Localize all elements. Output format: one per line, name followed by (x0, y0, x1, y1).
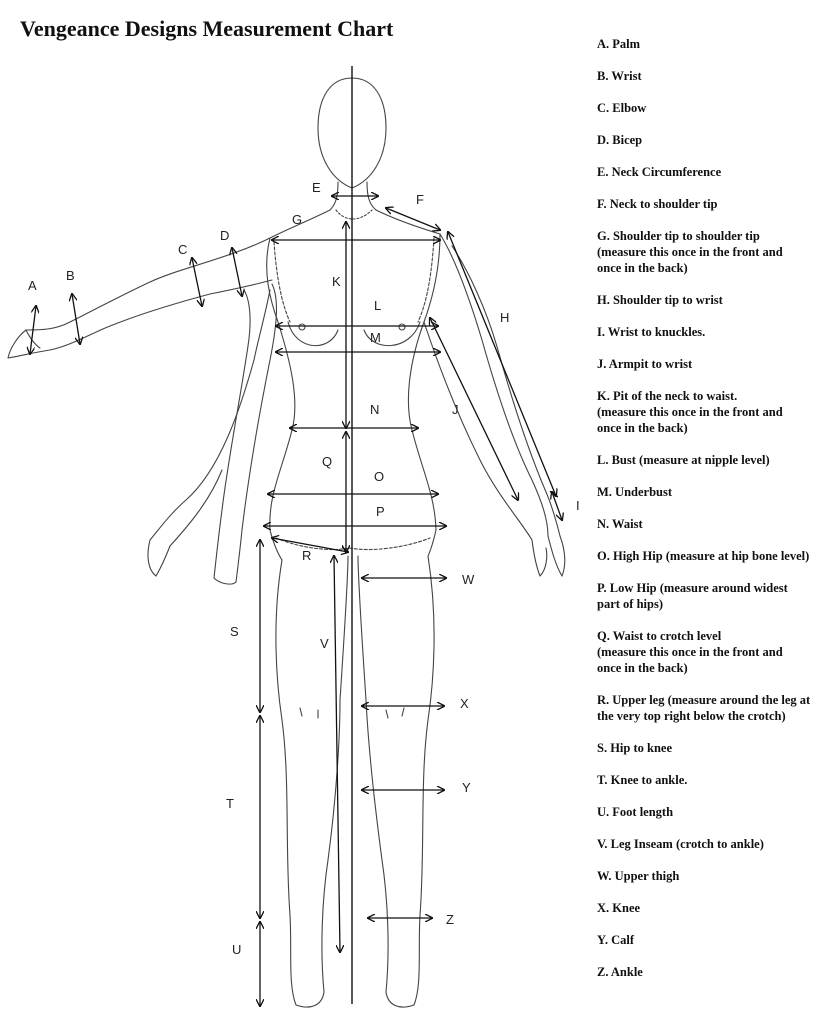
measurement-arrows (30, 196, 562, 1006)
legend-item-e (597, 164, 833, 180)
figure-label-i: I (576, 498, 580, 513)
figure-label-m: M (370, 330, 381, 345)
figure-label-z: Z (446, 912, 454, 927)
legend-line: S. Hip to knee (597, 741, 673, 755)
figure-label-r: R (302, 548, 312, 563)
figure-label-v: V (320, 636, 329, 651)
legend-line: X. Knee (597, 901, 641, 915)
legend-item-i (597, 324, 833, 340)
legend-line: N. Waist (597, 517, 643, 531)
legend-line: Y. Calf (597, 933, 635, 947)
legend-item-p (597, 580, 833, 612)
figure-label-p: P (376, 504, 385, 519)
figure-label-k: K (332, 274, 341, 289)
legend-item-g (597, 228, 833, 276)
legend-item-h (597, 292, 833, 308)
legend-line: part of hips) (597, 597, 663, 611)
figure-label-h: H (500, 310, 510, 325)
legend-item-u (597, 804, 833, 820)
arrow-v (334, 556, 340, 952)
legend-item-s (597, 740, 833, 756)
arrow-f (386, 208, 440, 230)
legend-line: U. Foot length (597, 805, 674, 819)
arrow-b (72, 294, 80, 344)
figure-label-c: C (178, 242, 188, 257)
figure-label-w: W (462, 572, 475, 587)
legend-item-j (597, 356, 833, 372)
legend-line: Q. Waist to crotch level (597, 629, 722, 643)
arrow-i (552, 492, 562, 520)
figure-label-o: O (374, 469, 385, 484)
legend-item-f (597, 196, 833, 212)
legend-line: F. Neck to shoulder tip (597, 197, 718, 211)
legend-line: D. Bicep (597, 133, 643, 147)
legend-item-b (597, 68, 833, 84)
legend-item-w (597, 868, 833, 884)
legend-line: V. Leg Inseam (crotch to ankle) (597, 837, 764, 851)
figure-label-u: U (232, 942, 242, 957)
legend-line: J. Armpit to wrist (597, 357, 693, 371)
arrow-h (448, 232, 556, 496)
legend-line: H. Shoulder tip to wrist (597, 293, 723, 307)
legend-item-k (597, 388, 833, 436)
body-outline (8, 78, 565, 1007)
legend-item-o (597, 548, 833, 564)
legend-line: (measure this once in the front and (597, 405, 783, 419)
figure-label-n: N (370, 402, 380, 417)
legend-item-t (597, 772, 833, 788)
legend-line: once in the back) (597, 421, 688, 435)
legend-line: once in the back) (597, 261, 688, 275)
legend-line: Z. Ankle (597, 965, 643, 979)
legend-item-y (597, 932, 833, 948)
legend-line: W. Upper thigh (597, 869, 680, 883)
legend-line: O. High Hip (measure at hip bone level) (597, 549, 810, 563)
figure-label-t: T (226, 796, 234, 811)
legend-item-r (597, 692, 833, 724)
legend-line: once in the back) (597, 661, 688, 675)
figure-label-j: J (452, 402, 459, 417)
figure-label-e: E (312, 180, 321, 195)
figure-label-y: Y (462, 780, 471, 795)
figure-label-s: S (230, 624, 239, 639)
legend-line: the very top right below the crotch) (597, 709, 786, 723)
legend-line: C. Elbow (597, 101, 647, 115)
legend-line: B. Wrist (597, 69, 642, 83)
legend-line: (measure this once in the front and (597, 645, 783, 659)
legend-line: A. Palm (597, 37, 641, 51)
figure-label-g: G (292, 212, 303, 227)
figure-labels (28, 180, 580, 957)
legend-item-d (597, 132, 833, 148)
arrow-j (430, 318, 518, 500)
legend-item-q (597, 628, 833, 676)
legend-line: L. Bust (measure at nipple level) (597, 453, 770, 467)
page-title: Vengeance Designs Measurement Chart (20, 16, 394, 41)
figure-label-d: D (220, 228, 230, 243)
figure-label-b: B (66, 268, 75, 283)
legend-line: G. Shoulder tip to shoulder tip (597, 229, 760, 243)
legend-line: T. Knee to ankle. (597, 773, 688, 787)
figure-label-q: Q (322, 454, 333, 469)
legend-line: M. Underbust (597, 485, 673, 499)
legend-line: P. Low Hip (measure around widest (597, 581, 788, 595)
legend-item-x (597, 900, 833, 916)
legend-item-c (597, 100, 833, 116)
legend-item-a (597, 36, 833, 52)
legend-item-v (597, 836, 833, 852)
legend-line: K. Pit of the neck to waist. (597, 389, 738, 403)
legend-line: I. Wrist to knuckles. (597, 325, 706, 339)
legend-item-m (597, 484, 833, 500)
legend-line: R. Upper leg (measure around the leg at (597, 693, 811, 707)
figure-label-f: F (416, 192, 424, 207)
legend-line: E. Neck Circumference (597, 165, 722, 179)
figure-label-l: L (374, 298, 382, 313)
figure-label-x: X (460, 696, 469, 711)
figure-label-a: A (28, 278, 37, 293)
legend-item-n (597, 516, 833, 532)
legend-item-z (597, 964, 833, 980)
legend-line: (measure this once in the front and (597, 245, 783, 259)
legend-item-l (597, 452, 833, 468)
